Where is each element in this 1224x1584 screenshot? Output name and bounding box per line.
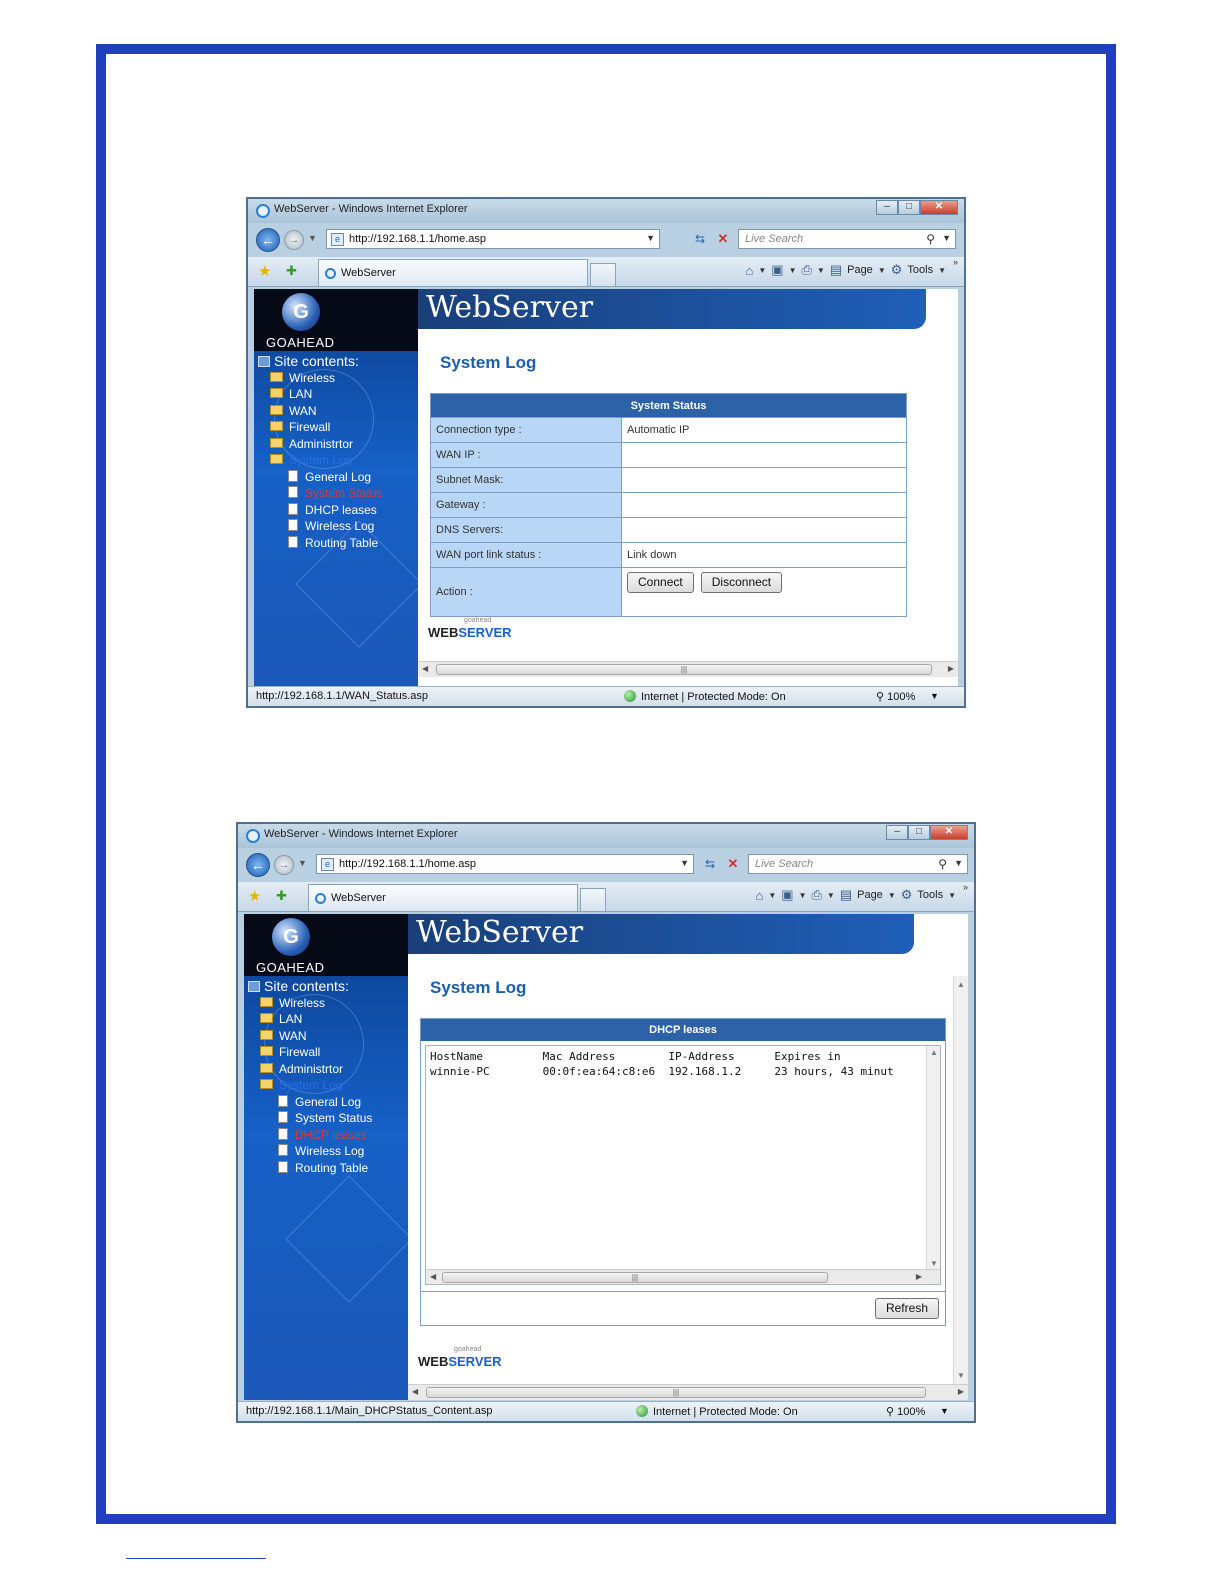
folder-icon [270,438,283,448]
page-icon [278,1095,288,1107]
tree-item-firewall[interactable] [270,420,330,436]
row-label: Connection type : [431,418,622,443]
system-status-table [430,393,907,617]
command-bar [238,882,974,912]
scroll-up-icon[interactable]: ▲ [930,1048,938,1057]
maximize-button[interactable]: □ [898,200,920,215]
home-icon[interactable]: ⌂ [745,262,754,278]
site-sidebar [244,914,408,1400]
tree-item-general-log[interactable] [278,1095,361,1111]
footer-small-text: goahead [464,617,492,624]
ie-icon [246,829,260,843]
open-folder-icon [260,1079,273,1089]
tree-item-wan[interactable] [270,404,317,420]
page-icon [278,1144,288,1156]
home-dropdown-icon[interactable]: ▼ [758,265,767,275]
page-icon [278,1161,288,1173]
ie-icon [256,204,270,218]
tree-item-lan[interactable] [260,1012,302,1028]
tab-ie-icon [325,268,336,279]
browser-window-dhcp-leases [236,822,976,1423]
scroll-right-icon[interactable]: ▶ [947,664,954,673]
window-controls [876,200,958,216]
tree-label: DHCP leases [305,503,377,517]
folder-icon [260,1046,273,1056]
row-value [622,443,907,468]
recent-pages-dropdown[interactable]: ▼ [308,233,317,243]
table-row [431,468,907,493]
feeds-icon[interactable]: ▣ [771,262,784,277]
print-dropdown-icon[interactable]: ▼ [816,265,825,275]
zone-label: Internet | Protected Mode: On [653,1406,798,1418]
tree-item-administrator[interactable] [270,437,353,453]
tree-item-routing-table[interactable] [288,536,378,552]
tree-item-wireless-log[interactable] [278,1144,364,1160]
site-header-title: WebServer [426,290,594,325]
folder-icon [270,405,283,415]
page-icon [288,519,298,531]
scroll-down-icon[interactable]: ▼ [930,1259,938,1268]
minimize-button[interactable]: – [886,825,908,840]
webserver-footer-logo [418,1346,528,1370]
zoom-value: 100% [897,1406,926,1418]
print-icon[interactable]: ⎙ [801,262,812,277]
goahead-logo-icon: G [282,293,320,331]
tree-label: WAN [289,404,317,418]
search-dropdown[interactable]: ▼ [942,233,951,243]
page-icon: e [321,858,334,871]
footer-server: SERVER [448,1354,502,1369]
command-tools [745,262,946,278]
computer-icon [258,356,270,367]
logo-text: GOAHEAD [266,335,335,350]
tree-label: Routing Table [295,1161,369,1175]
table-title: System Status [431,394,907,418]
tree-label: WAN [279,1029,307,1043]
zoom-dropdown-icon[interactable]: ▼ [930,691,939,701]
tools-menu[interactable]: Tools [907,264,934,276]
tab-label: WebServer [331,892,386,904]
site-header-title: WebServer [416,915,584,950]
tab-webserver[interactable] [308,884,578,911]
scroll-up-icon[interactable]: ▲ [957,980,965,989]
panel-separator [421,1291,945,1292]
tree-label: System Status [305,486,383,500]
action-buttons [622,568,907,617]
back-button[interactable]: ← [256,228,280,252]
zoom-level[interactable]: ⚲ 100% [876,691,916,703]
command-bar [248,257,964,287]
footer-web: WEB [428,625,459,640]
feeds-dropdown-icon[interactable]: ▼ [788,265,797,275]
footer-web: WEB [418,1354,449,1369]
scroll-left-icon[interactable]: ◀ [430,1272,437,1281]
scroll-right-icon[interactable]: ▶ [957,1387,964,1396]
minimize-button[interactable]: – [876,200,898,215]
title-bar[interactable] [238,824,974,848]
scroll-left-icon[interactable]: ◀ [422,664,429,673]
site-sidebar [254,289,418,687]
row-value: Link down [622,543,907,568]
site-contents-label: Site contents: [274,353,359,369]
page-heading: System Log [440,353,537,372]
tree-item-general-log[interactable] [288,470,371,486]
search-dropdown[interactable]: ▼ [954,858,963,868]
window-title: WebServer - Windows Internet Explorer [274,203,468,215]
folder-icon [260,1030,273,1040]
zoom-dropdown-icon[interactable]: ▼ [940,1406,949,1416]
stop-icon[interactable]: ✕ [717,231,729,246]
action-label: Action : [431,568,622,617]
tree-item-dhcp-leases[interactable] [288,503,377,519]
tree-item-system-status[interactable] [278,1111,372,1127]
refresh-button[interactable]: Refresh [875,1298,939,1319]
tools-gear-icon: ⚙ [890,262,903,277]
footer-logo-text [428,625,512,640]
more-commands-chevron-icon[interactable]: » [952,257,958,267]
browser-window-system-status [246,197,966,708]
webserver-footer-logo [428,617,538,641]
tree-label: General Log [295,1095,362,1109]
status-url: http://192.168.1.1/WAN_Status.asp [256,690,429,702]
row-value: Automatic IP [622,418,907,443]
tree-label: DHCP leases [295,1128,367,1142]
search-placeholder: Live Search [745,233,804,245]
forward-button[interactable]: → [284,230,304,250]
footer-server: SERVER [458,625,512,640]
row-label: Subnet Mask: [431,468,622,493]
tree-label: System Log [279,1078,343,1092]
url-text: http://192.168.1.1/home.asp [339,858,476,870]
search-input[interactable] [748,854,968,874]
home-dropdown-icon[interactable]: ▼ [768,890,777,900]
tree-item-wan[interactable] [260,1029,307,1045]
scroll-left-icon[interactable]: ◀ [412,1387,419,1396]
address-input[interactable] [326,229,660,249]
table-row [431,443,907,468]
page-vertical-scrollbar[interactable] [953,976,968,1384]
folder-icon [270,388,283,398]
address-dropdown[interactable]: ▼ [646,233,655,243]
tree-label: General Log [305,470,372,484]
tree-item-dhcp-leases[interactable] [278,1128,367,1144]
add-favorites-icon[interactable]: ✚ [276,888,287,903]
folder-icon [260,1063,273,1073]
goahead-logo-icon: G [272,918,310,956]
row-label: DNS Servers: [431,518,622,543]
page-dropdown-icon[interactable]: ▼ [877,265,886,275]
address-bar-row [238,850,974,880]
more-commands-chevron-icon[interactable]: » [962,882,968,892]
refresh-icon[interactable]: ⇆ [704,857,716,871]
row-label: WAN IP : [431,443,622,468]
search-icon[interactable]: ⚲ [926,232,935,246]
folder-icon [260,997,273,1007]
site-header [418,289,926,329]
page-icon [288,536,298,548]
internet-globe-icon [624,690,636,702]
search-placeholder: Live Search [755,858,814,870]
tree-label: Administrtor [289,437,354,451]
refresh-icon[interactable]: ⇆ [694,232,706,246]
tab-label: WebServer [341,267,396,279]
page-menu[interactable]: Page [857,889,883,901]
security-zone [624,690,786,703]
page-dropdown-icon[interactable]: ▼ [887,890,896,900]
address-bar-row [248,225,964,255]
site-contents-title [258,353,359,369]
feeds-dropdown-icon[interactable]: ▼ [798,890,807,900]
tools-dropdown-icon[interactable]: ▼ [948,890,956,900]
zone-label: Internet | Protected Mode: On [641,691,786,703]
tree-label: Wireless Log [305,519,375,533]
back-button[interactable]: ← [246,853,270,877]
tree-label: Wireless [289,371,336,385]
scroll-thumb[interactable]: ||| [436,664,932,675]
new-tab-button[interactable] [590,263,616,286]
tree-item-system-log[interactable] [270,453,352,469]
row-label: WAN port link status : [431,543,622,568]
address-dropdown[interactable]: ▼ [680,858,689,868]
tools-dropdown-icon[interactable]: ▼ [938,265,946,275]
tree-label: LAN [279,1012,303,1026]
scroll-thumb[interactable]: ||| [426,1387,926,1398]
row-value [622,493,907,518]
page-menu-icon: ▤ [829,262,843,277]
footer-logo-text [418,1354,502,1369]
table-row [431,518,907,543]
tree-item-lan[interactable] [270,387,312,403]
tree-label: Administrtor [279,1062,344,1076]
sidebar-decoration [285,1175,408,1302]
page-heading: System Log [430,978,527,997]
tree-item-wireless[interactable] [260,996,325,1012]
tree-item-firewall[interactable] [260,1045,320,1061]
tree-label: Routing Table [305,536,379,550]
table-row [431,543,907,568]
page-icon: e [331,233,344,246]
page-icon [288,486,298,498]
textarea-horizontal-scrollbar[interactable] [426,1269,940,1284]
open-folder-icon [270,454,283,464]
tree-item-wireless[interactable] [270,371,335,387]
stop-icon[interactable]: ✕ [727,856,739,871]
tree-item-routing-table[interactable] [278,1161,368,1177]
page-icon [288,470,298,482]
folder-icon [270,372,283,382]
page-menu[interactable]: Page [847,264,873,276]
leases-textarea[interactable] [425,1045,941,1285]
horizontal-scrollbar[interactable] [418,661,958,677]
tools-gear-icon: ⚙ [900,887,913,902]
goahead-logo-area [244,914,408,976]
lease-row: winnie-PC 00:0f:ea:64:c8:e6 192.168.1.2 23 hours, 43 minut [430,1065,894,1078]
tree-label: System Status [295,1111,373,1125]
address-input[interactable] [316,854,694,874]
url-text: http://192.168.1.1/home.asp [349,233,486,245]
page-icon [288,503,298,515]
logo-text: GOAHEAD [256,960,325,975]
status-bar [248,686,964,706]
tree-item-system-status[interactable] [288,486,382,502]
window-controls [886,825,968,841]
table-row [431,418,907,443]
footer-small-text: goahead [454,1346,482,1353]
connect-button[interactable]: Connect [627,572,694,593]
page-menu-icon: ▤ [839,887,853,902]
favorites-star-icon[interactable]: ★ [258,263,272,280]
tree-item-wireless-log[interactable] [288,519,374,535]
site-contents-label: Site contents: [264,978,349,994]
page-icon [278,1128,288,1140]
page-viewport [254,289,958,687]
zoom-level[interactable]: ⚲ 100% [886,1406,926,1418]
tree-label: LAN [289,387,313,401]
folder-icon [260,1013,273,1023]
print-dropdown-icon[interactable]: ▼ [826,890,835,900]
title-bar[interactable] [248,199,964,223]
goahead-logo-area [254,289,418,351]
disconnect-button[interactable]: Disconnect [701,572,782,593]
print-icon[interactable]: ⎙ [811,887,822,902]
add-favorites-icon[interactable]: ✚ [286,263,297,278]
recent-pages-dropdown[interactable]: ▼ [298,858,307,868]
dhcp-leases-panel [420,1018,946,1326]
tree-item-administrator[interactable] [260,1062,343,1078]
tree-item-system-log[interactable] [260,1078,342,1094]
tree-label: Firewall [289,420,331,434]
page-icon [278,1111,288,1123]
page-viewport [244,914,968,1400]
row-value [622,518,907,543]
folder-icon [270,421,283,431]
search-icon[interactable]: ⚲ [938,857,947,871]
scroll-thumb[interactable]: ||| [442,1272,828,1283]
site-contents-title [248,978,349,994]
action-row [431,568,907,617]
security-zone [636,1405,798,1418]
row-value [622,468,907,493]
row-label: Gateway : [431,493,622,518]
table-row [431,493,907,518]
new-tab-button[interactable] [580,888,606,911]
tab-webserver[interactable] [318,259,588,286]
close-button[interactable]: ✕ [930,825,968,840]
maximize-button[interactable]: □ [908,825,930,840]
status-bar [238,1401,974,1421]
tree-label: Firewall [279,1045,321,1059]
feeds-icon[interactable]: ▣ [781,887,794,902]
internet-globe-icon [636,1405,648,1417]
panel-title: DHCP leases [421,1019,945,1041]
forward-button[interactable]: → [274,855,294,875]
window-title: WebServer - Windows Internet Explorer [264,828,458,840]
textarea-vertical-scrollbar[interactable] [926,1046,940,1270]
scroll-down-icon[interactable]: ▼ [957,1371,965,1380]
tree-label: Wireless [279,996,326,1010]
leases-header-line: HostName Mac Address IP-Address Expires in [430,1050,841,1063]
search-input[interactable] [738,229,956,249]
command-tools [755,887,956,903]
footer-rule [126,1558,266,1559]
favorites-star-icon[interactable]: ★ [248,888,262,905]
tab-ie-icon [315,893,326,904]
close-button[interactable]: ✕ [920,200,958,215]
scroll-right-icon[interactable]: ▶ [915,1272,922,1281]
site-header [408,914,914,954]
status-url: http://192.168.1.1/Main_DHCPStatus_Content.asp [246,1405,493,1417]
tools-menu[interactable]: Tools [917,889,944,901]
tree-label: System Log [289,453,353,467]
zoom-value: 100% [887,691,916,703]
computer-icon [248,981,260,992]
horizontal-scrollbar[interactable] [408,1384,968,1400]
home-icon[interactable]: ⌂ [755,887,764,903]
tree-label: Wireless Log [295,1144,365,1158]
